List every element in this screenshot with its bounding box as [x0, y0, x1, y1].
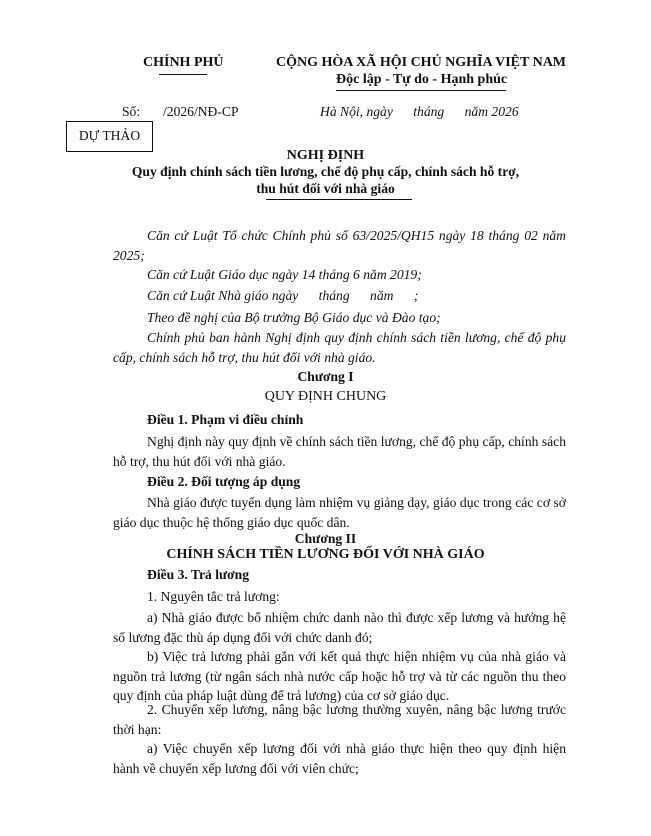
- national-motto: Độc lập - Tự do - Hạnh phúc: [336, 72, 508, 87]
- article-3-para-4: 2. Chuyển xếp lương, nâng bậc lương thường xuyên, nâng bậc lương trước thời hạn:: [113, 702, 566, 737]
- draft-stamp: DỰ THẢO: [78, 128, 141, 143]
- motto-underline: [336, 90, 506, 91]
- article-3-title: Điều 3. Trả lương: [147, 567, 250, 582]
- agency-name: CHÍNH PHỦ: [143, 55, 224, 70]
- subject-line-2: thu hút đối với nhà giáo: [256, 181, 395, 196]
- chapter-2-label: Chương II: [294, 531, 357, 546]
- article-3-para-5: a) Việc chuyển xếp lương đối với nhà giáo thực hiện theo quy định hiện hành về chuyển xếp lương đối với viên chức;: [113, 741, 566, 776]
- chapter-1-label: Chương I: [297, 369, 354, 384]
- chapter-2-title: CHÍNH SÁCH TIỀN LƯƠNG ĐỐI VỚI NHÀ GIÁO: [166, 547, 485, 562]
- article-3-para-3: b) Việc trả lương phải gắn với kết quả thực hiện nhiệm vụ của nhà giáo và nguồn trả lương (từ ngân sách nhà nước cấp hoặc hỗ trợ và từ các nguồn thu theo quy định của pháp luật dùng để trả lương) của cơ sở giáo dục.: [113, 649, 566, 703]
- preamble-4: Theo đề nghị của Bộ trưởng Bộ Giáo dục và Đào tạo;: [147, 310, 441, 325]
- number-label: Số:: [122, 104, 141, 119]
- chapter-1-title: QUY ĐỊNH CHUNG: [264, 389, 387, 404]
- agency-underline: [159, 74, 207, 75]
- article-1-text: Nghị định này quy định về chính sách tiền lương, chế độ phụ cấp, chính sách hỗ trợ, thu hút đối với nhà giáo.: [113, 434, 566, 469]
- place-date: Hà Nội, ngày tháng năm 2026: [320, 104, 519, 119]
- article-3-para-2: a) Nhà giáo được bổ nhiệm chức danh nào thì được xếp lương và hưởng hệ số lương đặc thù áp dụng đối với chức danh đó;: [113, 610, 566, 645]
- doc-type: NGHỊ ĐỊNH: [286, 148, 365, 163]
- subject-underline: [266, 199, 412, 200]
- preamble-1: Căn cứ Luật Tổ chức Chính phủ số 63/2025/QH15 ngày 18 tháng 02 năm 2025;: [113, 228, 566, 263]
- preamble-3: Căn cứ Luật Nhà giáo ngày tháng năm ;: [147, 288, 419, 303]
- decree-number: /2026/NĐ-CP: [163, 104, 239, 119]
- subject-line-1: Quy định chính sách tiền lương, chế độ phụ cấp, chính sách hỗ trợ,: [131, 164, 520, 179]
- republic-name: CỘNG HÒA XÃ HỘI CHỦ NGHĨA VIỆT NAM: [276, 55, 567, 70]
- article-1-title: Điều 1. Phạm vi điều chỉnh: [147, 412, 304, 427]
- article-3-para-1: 1. Nguyên tắc trả lương:: [147, 589, 280, 604]
- preamble-2: Căn cứ Luật Giáo dục ngày 14 tháng 6 năm 2019;: [147, 267, 422, 282]
- article-2-text: Nhà giáo được tuyển dụng làm nhiệm vụ giảng dạy, giáo dục trong các cơ sở giáo dục thuộc hệ thống giáo dục quốc dân.: [113, 495, 566, 530]
- preamble-5: Chính phủ ban hành Nghị định quy định chính sách tiền lương, chế độ phụ cấp, chính sách hỗ trợ, thu hút đối với nhà giáo.: [113, 330, 566, 365]
- article-2-title: Điều 2. Đối tượng áp dụng: [147, 474, 301, 489]
